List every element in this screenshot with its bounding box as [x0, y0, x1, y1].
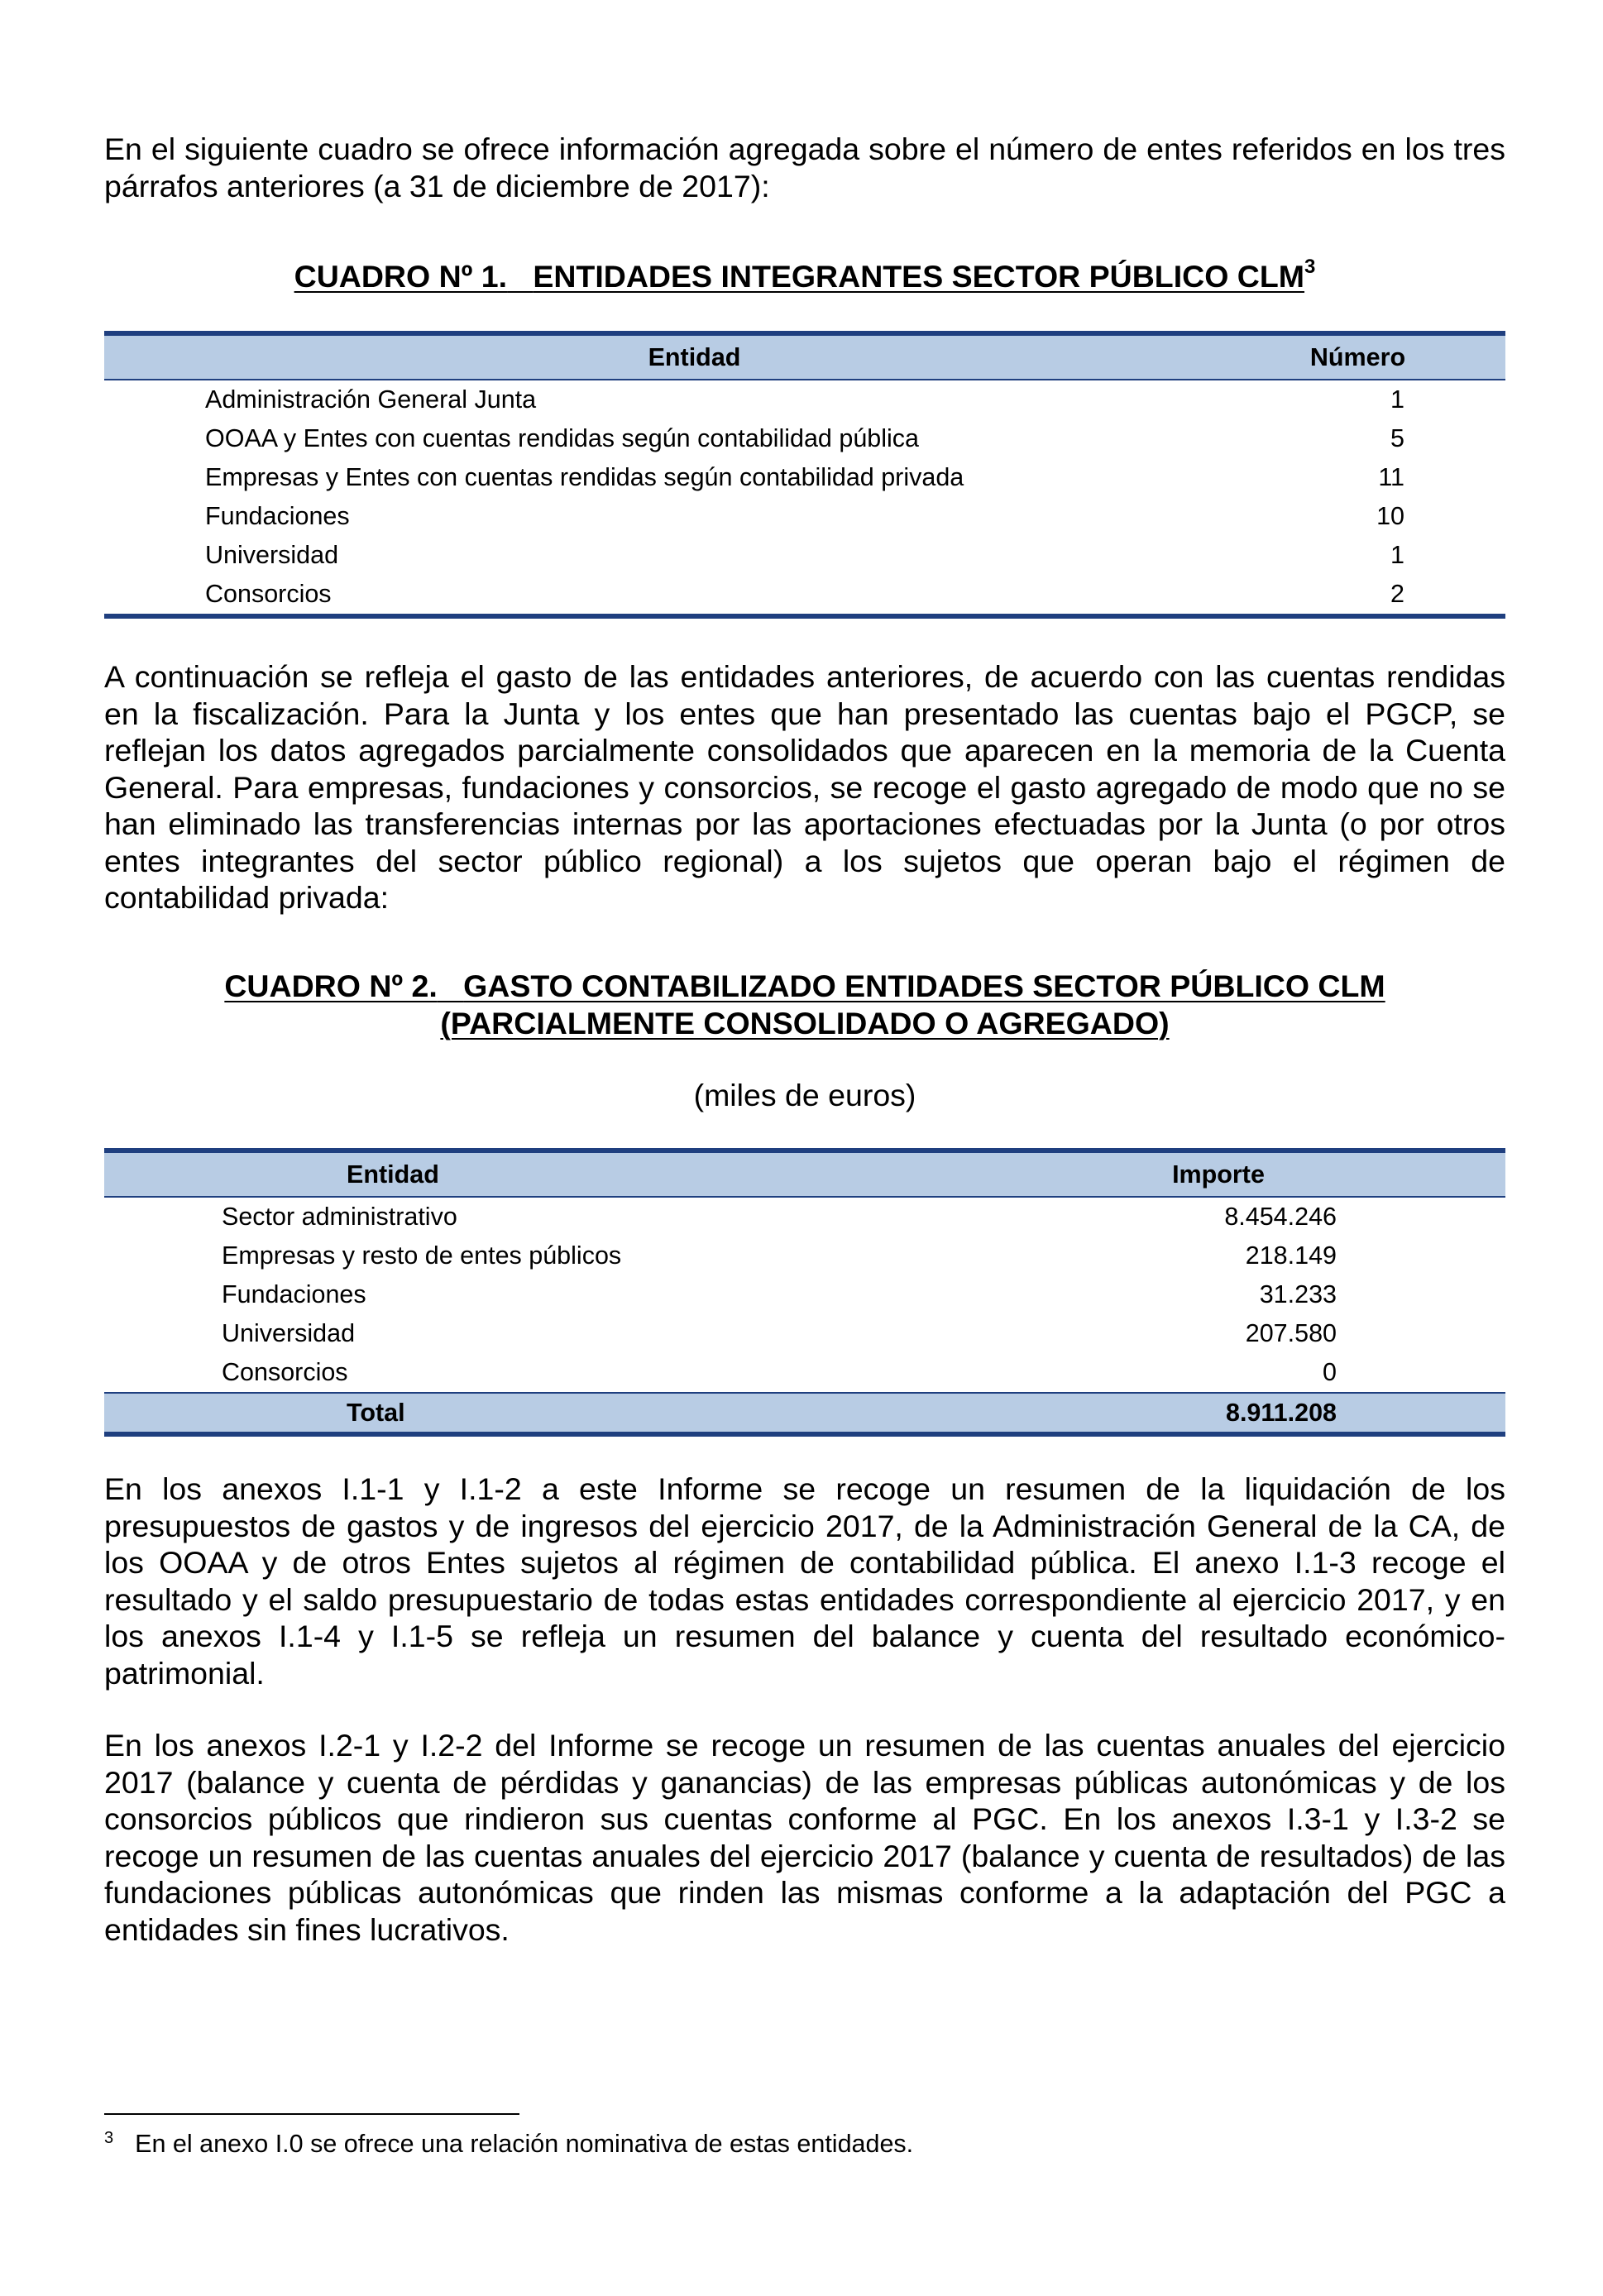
table1-footnote-ref: 3	[1304, 255, 1316, 278]
table2-row-entity: Sector administrativo	[222, 1203, 457, 1231]
table-row	[104, 419, 1505, 458]
table1	[104, 331, 1505, 619]
table2-row-amount: 218.149	[1245, 1241, 1337, 1270]
table2	[104, 1148, 1505, 1437]
table1-header-number: Número	[1235, 333, 1505, 380]
table2-row-amount: 31.233	[1259, 1280, 1337, 1308]
table1-row-number: 5	[1390, 424, 1404, 452]
anexos-paragraph-2: En los anexos I.2-1 y I.2-2 del Informe se recoge un resumen de las cuentas anuales del ejercicio 2017 (balance y cuenta de pérdidas y ganancias) de las empresas públicas autonómicas y de los consorcios públicos que rindieron sus cuentas conforme al PGC. En los anexos I.3-1 y I.3-2 se recoge un resumen de las cuentas anuales del ejercicio 2017 (balance y cuenta de resultados) de las fundaciones públicas autonómicas que rinden las mismas conforme a la adaptación del PGC a entidades sin fines lucrativos.	[104, 1728, 1505, 1947]
intro-paragraph: En el siguiente cuadro se ofrece información agregada sobre el número de entes referidos en los tres párrafos anteriores (a 31 de diciembre de 2017):	[104, 132, 1505, 203]
table-row	[104, 1314, 1505, 1353]
table1-row-entity: Administración General Junta	[205, 385, 537, 414]
table1-row-entity: Fundaciones	[205, 502, 350, 530]
table2-row-entity: Empresas y resto de entes públicos	[222, 1241, 622, 1270]
table2-header-row	[104, 1150, 1505, 1197]
table2-caption-number: CUADRO Nº 2.	[224, 969, 438, 1003]
footnote	[104, 2127, 1505, 2160]
table-row	[104, 575, 1505, 616]
table2-total-amount: 8.911.208	[1097, 1393, 1505, 1434]
table1-caption	[104, 255, 1505, 295]
table1-row-number: 1	[1390, 541, 1404, 569]
table-row	[104, 458, 1505, 497]
table1-row-entity: OOAA y Entes con cuentas rendidas según contabilidad pública	[205, 424, 920, 452]
table2-caption	[104, 968, 1505, 1042]
table1-header-entity: Entidad	[104, 333, 1235, 380]
table2-header-amount: Importe	[1097, 1150, 1505, 1197]
table1-row-entity: Universidad	[205, 541, 339, 569]
table1-header-row	[104, 333, 1505, 380]
table2-unit: (miles de euros)	[693, 1078, 916, 1112]
table2-row-entity: Consorcios	[222, 1358, 348, 1386]
anexos-paragraph-1: En los anexos I.1-1 y I.1-2 a este Informe se recoge un resumen de la liquidación de los presupuestos de gastos y de ingresos del ejercicio 2017, de la Administración General de la CA, de los OOAA y de otros Entes sujetos al régimen de contabilidad pública. El anexo I.1-3 recoge el resultado y el saldo presupuestario de todas estas entidades correspondiente al ejercicio 2017, y en los anexos I.1-4 y I.1-5 se refleja un resumen del balance y cuenta del resultado económico-patrimonial.	[104, 1471, 1505, 1691]
footnote-separator	[104, 2113, 519, 2115]
table-row	[104, 380, 1505, 419]
footnote-marker: 3	[104, 2128, 114, 2147]
table-row	[104, 536, 1505, 575]
table1-row-entity: Consorcios	[104, 575, 1235, 616]
table1-row-number: 2	[1235, 575, 1505, 616]
table-row	[104, 1275, 1505, 1314]
table1-caption-number: CUADRO Nº 1.	[294, 259, 508, 294]
table1-row-number: 1	[1390, 385, 1404, 414]
table1-row-number: 11	[1378, 463, 1404, 491]
table1-caption-title: ENTIDADES INTEGRANTES SECTOR PÚBLICO CLM	[533, 259, 1305, 294]
table2-row-amount: 8.454.246	[1224, 1203, 1337, 1231]
table2-total-label: Total	[104, 1393, 1097, 1434]
table-row	[104, 1197, 1505, 1236]
table2-total-row	[104, 1393, 1505, 1434]
table2-header-entity: Entidad	[104, 1150, 1097, 1197]
middle-paragraph: A continuación se refleja el gasto de las entidades anteriores, de acuerdo con las cuentas rendidas en la fiscalización. Para la Junta y los entes que han presentado las cuentas bajo el PGCP, se reflejan los datos agregados parcialmente consolidados que aparecen en la memoria de la Cuenta General. Para empresas, fundaciones y consorcios, se recoge el gasto agregado de modo que no se han eliminado las transferencias internas por las aportaciones efectuadas por la Junta (o por otros entes integrantes del sector público regional) a los sujetos que operan bajo el régimen de contabilidad privada:	[104, 659, 1505, 915]
table-row	[104, 1236, 1505, 1275]
footnote-text: En el anexo I.0 se ofrece una relación nominativa de estas entidades.	[135, 2130, 914, 2158]
table-row	[104, 1353, 1505, 1393]
table1-row-entity: Empresas y Entes con cuentas rendidas según contabilidad privada	[205, 463, 964, 491]
table2-row-entity: Fundaciones	[222, 1280, 366, 1308]
table-row	[104, 497, 1505, 536]
table2-row-amount: 0	[1323, 1358, 1337, 1386]
table2-row-amount: 207.580	[1245, 1319, 1337, 1347]
table1-row-number: 10	[1376, 502, 1404, 530]
table2-caption-title-line1: GASTO CONTABILIZADO ENTIDADES SECTOR PÚBLICO CLM	[463, 969, 1385, 1003]
table2-row-entity: Universidad	[222, 1319, 356, 1347]
table2-caption-title-line2: (PARCIALMENTE CONSOLIDADO O AGREGADO)	[440, 1006, 1170, 1040]
